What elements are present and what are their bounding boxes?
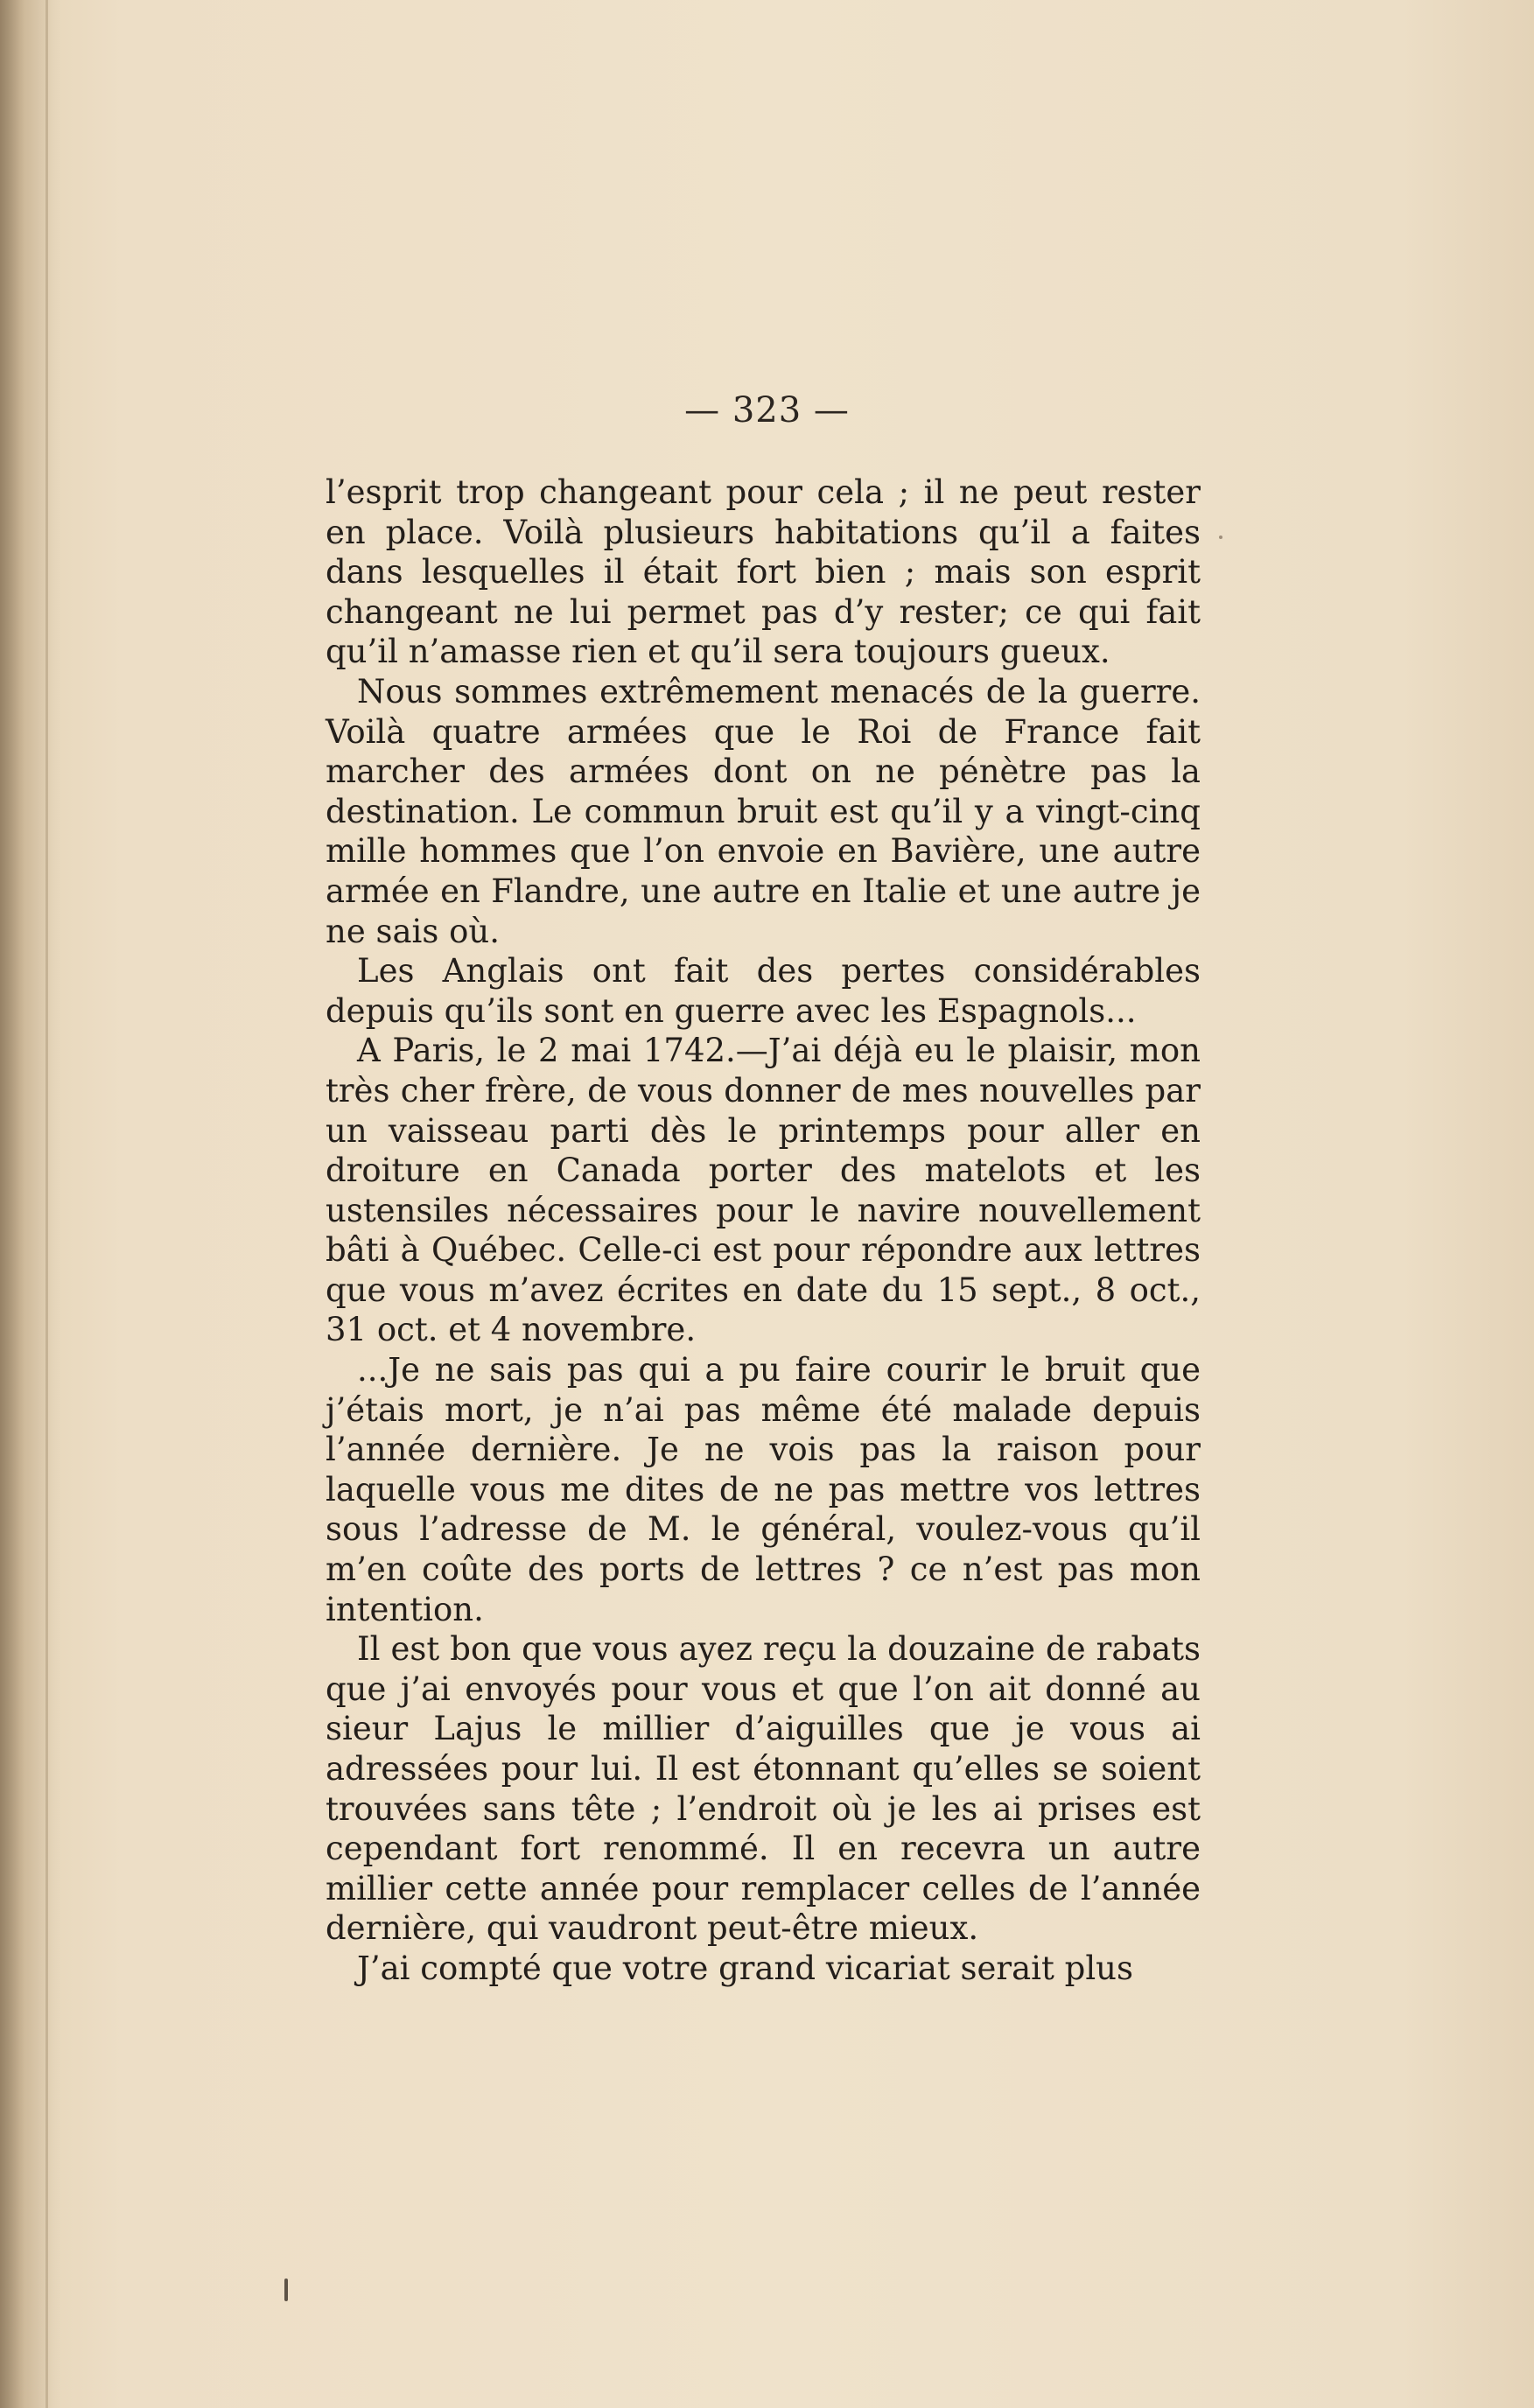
paragraph-2: Nous sommes extrêmement menacés de la guerre. Voilà quatre armées que le Roi de France fait marcher des armées dont on ne pénètre pas la destination. Le commun bruit est qu’il y a vingt-cinq mille hommes que l’on envoie en Bavière, une autre armée en Flandre, une autre en Italie et une autre je ne sais où.: [326, 672, 1201, 950]
margin-mark: [284, 2278, 288, 2301]
paragraph-7: J’ai compté que votre grand vicariat serait plus: [357, 1949, 1133, 1987]
paper-speck: [1219, 536, 1222, 539]
paragraph-4: A Paris, le 2 mai 1742.—J’ai déjà eu le plaisir, mon très cher frère, de vous donner de mes nouvelles par un vaisseau parti dès le printemps pour aller en droiture en Canada porter des matelots et les ustensiles nécessaires pour le navire nouvellement bâti à Québec. Celle-ci est pour répondre aux lettres que vous m’avez écrites en date du 15 sept., 8 oct., 31 oct. et 4 novembre.: [326, 1032, 1201, 1349]
paragraph-1: l’esprit trop changeant pour cela ; il ne peut rester en place. Voilà plusieurs habitations qu’il a faites dans lesquelles il était fort bien ; mais son esprit changeant ne lui permet pas d’y rester; ce qui fait qu’il n’amasse rien et qu’il sera toujours gueux.: [326, 473, 1201, 671]
gutter-shadow: [0, 0, 61, 2408]
paragraph-3: Les Anglais ont fait des pertes considérables depuis qu’ils sont en guerre avec les Espagnols...: [326, 952, 1201, 1030]
page-edge: [46, 0, 48, 2408]
page-number: — 323 —: [684, 390, 850, 430]
paragraph-5: ...Je ne sais pas qui a pu faire courir le bruit que j’étais mort, je n’ai pas même été malade depuis l’année dernière. Je ne vois pas la raison pour laquelle vous me dites de ne pas mettre vos lettres sous l’adresse de M. le général, voulez-vous qu’il m’en coûte des ports de lettres ? ce n’est pas mon intention.: [326, 1351, 1201, 1628]
paragraph-6: Il est bon que vous ayez reçu la douzaine de rabats que j’ai envoyés pour vous et que l’on ait donné au sieur Lajus le millier d’aiguilles que je vous ai adressées pour lui. Il est étonnant qu’elles se soient trouvées sans tête ; l’endroit où je les ai prises est cependant fort renommé. Il en recevra un autre millier cette année pour remplacer celles de l’année dernière, qui vaudront peut-être mieux.: [326, 1630, 1201, 1948]
body-text: [326, 472, 1201, 1989]
